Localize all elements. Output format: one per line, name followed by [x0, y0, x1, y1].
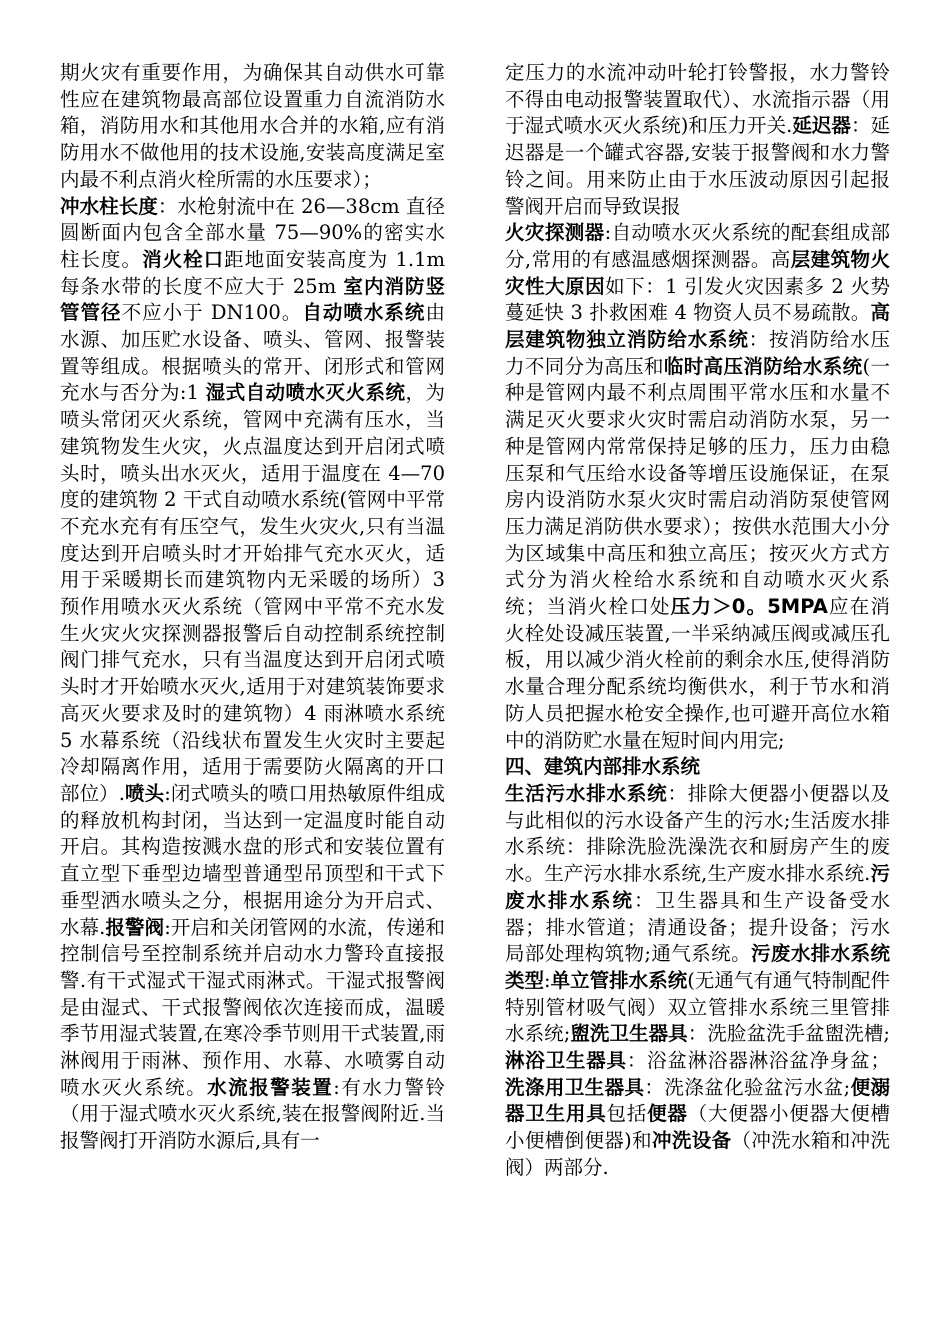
text-run: ：洗脸盆洗手盆盥洗槽; — [687, 1022, 890, 1046]
bold-term: 层建筑物火灾性大原因 — [505, 247, 890, 298]
text-run: (一种是管网内最不利点周围平常水压和水量不满足灭火要求火灾时需启动消防水泵，另一种是管网内常常保持足够的压力，压力由稳压泵和气压给水设备等增压设施保证，在泵房内设消防水泵火灾时需启动消防泵使管网压力满足消防供水要求）；按供水范围大小分为区域集中高压和独立高压；按灭火方式方式分为消火栓给水系统和自动喷水灭火系统；当消火栓口处 — [505, 354, 890, 619]
bold-term: 报警阀 — [105, 915, 165, 939]
text-run: ：水枪射流中在 26—38cm 直径圆断面内包含全部水量 75—90%的密实水柱长度。 — [60, 194, 445, 271]
bold-term: 消火栓口 — [142, 247, 225, 271]
paragraph — [505, 60, 890, 220]
bold-term: 延迟器 — [792, 114, 851, 138]
bold-term: 淋浴卫生器具 — [505, 1049, 627, 1073]
bold-term: 室内消防竖管管径 — [60, 274, 445, 325]
bold-term: 水流报警装置 — [207, 1075, 334, 1099]
text-run: ：按消防给水压力不同分为高压和 — [505, 328, 890, 378]
bold-term: 自动喷水系统 — [302, 301, 426, 325]
text-run: （冲洗水箱和冲洗阀）两部分. — [505, 1129, 890, 1179]
text-run: 包括 — [606, 1102, 648, 1126]
bold-term: 洗涤用卫生器具 — [505, 1075, 645, 1099]
text-run: 由水源、加压贮水设备、喷头、管网、报警装置等组成。根据喷头的常开、闭形式和管网充水与否分为:1 — [60, 301, 445, 405]
text-run: ：洗涤盆化验盆污水盆; — [644, 1075, 851, 1099]
bold-term: 冲水柱长度 — [60, 194, 158, 218]
text-run: :有水力警铃（用于湿式喷水灭火系统,装在报警阀附近.当报警阀打开消防水源后,具有一 — [60, 1075, 445, 1153]
bold-term: 污废水排水系统类型 — [505, 942, 890, 992]
right-column — [505, 60, 890, 1182]
bold-term: 压力＞0。5MPA — [670, 595, 828, 619]
text-run: 定压力的水流冲动叶轮打铃警报，水力警铃不得由电动报警装置取代）、水流指示器（用于湿式喷水灭火系统)和压力开关. — [505, 61, 890, 138]
text-run: ：排除大便器小便器以及与此相似的污水设备产生的污水;生活废水排水系统：排除洗脸洗澡洗衣和厨房产生的废水。生产污水排水系统,生产废水排水系统. — [505, 781, 890, 886]
text-run: (无通气有通气特制配件特别管材吸气阀）双立管排水系统三里管排水系统; — [505, 968, 890, 1046]
paragraph — [60, 194, 445, 1155]
bold-term: 便器 — [647, 1102, 688, 1126]
bold-term: 高层建筑物独立消防给水系统 — [505, 301, 890, 352]
bold-term: 临时高压消防给水系统 — [663, 354, 863, 378]
bold-term: 火灾探测器 — [505, 221, 605, 245]
paragraph: 期火灾有重要作用，为确保其自动供水可靠性应在建筑物最高部位设置重力自流消防水箱，消防用水和其他用水合并的水箱,应有消防用水不做他用的技术设施,安装高度满足室内最不利点消火栓所需的水压要求）； — [60, 61, 445, 191]
text-run: :开启和关闭管网的水流，传递和控制信号至控制系统并启动水力警玲直接报警.有干式湿式干湿式雨淋式。干湿式报警阀是由湿式、干式报警阀依次连接而成，温暖季节用湿式装置,在寒冷季节则用干式装置,雨淋阀用于雨淋、预作用、水幕、水喷雾自动喷水灭火系统。 — [60, 915, 445, 1099]
bold-term: 单立管排水系统 — [550, 968, 688, 992]
text-run: ：延迟器是一个罐式容器,安装于报警阀和水力警铃之间。用来防止由于水压波动原因引起报警阀开启而导致误报 — [505, 114, 890, 218]
text-run: 不应小于 DN100。 — [121, 301, 303, 325]
text-run: :闭式喷头的喷口用热敏原件组成的释放机构封闭，当达到一定温度时能自动开启。其构造按溅水盘的形式和安装位置有直立型下垂型边墙型普通型吊顶型和干式下垂型洒水喷头之分，根据用途分为开启式、水幕. — [60, 781, 445, 939]
bold-term: 污废水排水系统 — [505, 862, 890, 912]
bold-term: 湿式自动喷水灭火系统 — [205, 381, 406, 405]
text-run: : — [544, 968, 551, 992]
text-run: :自动喷水灭火系统的配套组成部分,常用的有感温感烟探测器。高 — [505, 221, 890, 271]
bold-term: 冲洗设备 — [652, 1129, 732, 1153]
text-run: 如下：1 引发火灾因素多 2 火势蔓延快 3 扑救困难 4 物资人员不易疏散。 — [505, 274, 890, 325]
text-run: （大便器小便器大便槽小便槽倒便器)和 — [505, 1102, 890, 1153]
section-heading: 四、建筑内部排水系统 — [505, 755, 701, 779]
left-column — [60, 60, 445, 1155]
text-run: ：浴盆淋浴器淋浴盆净身盆； — [626, 1049, 890, 1073]
paragraph — [505, 781, 890, 1182]
bold-term: 喷头 — [124, 781, 165, 805]
paragraph — [505, 220, 890, 754]
bold-term: 便溺器卫生用具 — [505, 1075, 890, 1126]
text-run: ，为喷头常闭灭火系统，管网中充满有压水，当建筑物发生火灾，火点温度达到开启闭式喷头时，喷头出水灭火，适用于温度在 4—70 度的建筑物 2 干式自动喷水系统(管网中平常不充水充有有压空气，发生火灾火,只有当温度达到开启喷头时才开始排气充水灭火，适用于采暖期长而建筑物内无采暖的场所）3 预作用喷水灭火系统（管网中平常不充水发生火灾火灾探测器报警后自动控制系统控制阀门排气充水，只有当温度达到开启闭式喷头时才开始喷水灭火,适用于对建筑装饰要求高灭火要求及时的建筑物）4 雨淋喷水系统 5 水幕系统（沿线状布置发生火灾时主要起冷却隔离作用，适用于需要防火隔离的开口部位）. — [60, 381, 445, 805]
bold-term: 生活污水排水系统 — [505, 781, 668, 805]
text-run: ：卫生器具和生产设备受水器；排水管道；清通设备；提升设备；污水局部处理构筑物;通气系统。 — [505, 888, 890, 966]
text-run: 距地面安装高度为 1.1m 每条水带的长度不应大于 25m — [60, 247, 445, 298]
text-run: 应在消火栓处设减压装置,一半采纳减压阀或减压孔板，用以减少消火栓前的剩余水压,使得消防水量合理分配系统均衡供水，利于节水和消防人员把握水枪安全操作,也可避开高位水箱中的消防贮水量在短时间内用完; — [505, 595, 890, 752]
bold-term: 盥洗卫生器具 — [570, 1022, 688, 1046]
